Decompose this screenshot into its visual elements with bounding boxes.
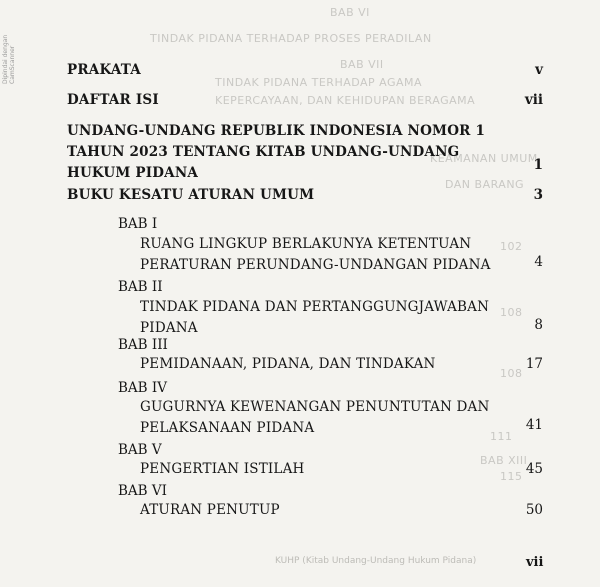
toc-entry-title: BUKU KESATU ATURAN UMUM: [67, 187, 315, 203]
bleed-through-text: 111: [490, 430, 513, 443]
bleed-through-text: BAB XIII: [480, 454, 528, 467]
bleed-through-text: KEAMANAN UMUM: [430, 152, 538, 165]
toc-entry-bab-1[interactable]: [140, 234, 491, 276]
bleed-through-text: 108: [500, 367, 523, 380]
toc-entry-daftar-isi[interactable]: [67, 90, 159, 111]
bleed-through-text: BAB VI: [330, 6, 370, 19]
toc-chapter-label: BAB I: [118, 216, 158, 232]
toc-entry-title-line: UNDANG-UNDANG REPUBLIK INDONESIA NOMOR 1: [67, 123, 486, 139]
toc-chapter-label: BAB V: [118, 442, 162, 458]
toc-page-number: 4: [534, 254, 543, 270]
toc-page-number: vii: [524, 92, 543, 108]
footer-page-number: vii: [526, 555, 544, 570]
toc-entry-title-line: HUKUM PIDANA: [67, 165, 199, 181]
bleed-through-text: BAB VII: [340, 58, 384, 71]
toc-entry-title-line: PIDANA: [140, 320, 198, 336]
toc-page-number: 8: [534, 317, 543, 333]
bleed-through-text: 115: [500, 470, 523, 483]
toc-page-number: 41: [525, 417, 543, 433]
toc-chapter-label: BAB III: [118, 337, 168, 353]
bleed-through-text: TINDAK PIDANA TERHADAP PROSES PERADILAN: [150, 32, 432, 45]
toc-page-number: 45: [525, 461, 543, 477]
toc-entry-title-line: TAHUN 2023 TENTANG KITAB UNDANG-UNDANG: [67, 144, 460, 160]
toc-page-number: 1: [533, 157, 543, 173]
toc-entry-title: DAFTAR ISI: [67, 92, 159, 108]
bleed-through-text: TINDAK PIDANA TERHADAP AGAMA: [215, 76, 423, 89]
bleed-through-text: DAN BARANG: [445, 178, 525, 191]
toc-entry-prakata[interactable]: [67, 60, 141, 81]
bleed-through-text: 102: [500, 240, 523, 253]
scanner-watermark: Dipindai dengan CamScanner: [2, 34, 16, 84]
running-title: KUHP (Kitab Undang-Undang Hukum Pidana): [275, 556, 477, 566]
toc-page-number: v: [535, 62, 543, 78]
toc-page-number: 3: [533, 187, 543, 203]
toc-entry-bab-5[interactable]: [140, 459, 305, 480]
toc-entry-title-line: PEMIDANAAN, PIDANA, DAN TINDAKAN: [140, 356, 436, 372]
toc-entry-title-line: PENGERTIAN ISTILAH: [140, 461, 305, 477]
toc-entry-title: PRAKATA: [67, 62, 141, 78]
toc-entry-bab-4[interactable]: [140, 397, 490, 439]
toc-entry-title-line: PELAKSANAAN PIDANA: [140, 420, 315, 436]
toc-entry-undang-undang[interactable]: [67, 121, 485, 184]
toc-entry-title-line: TINDAK PIDANA DAN PERTANGGUNGJAWABAN: [140, 299, 490, 315]
toc-chapter-label: BAB IV: [118, 380, 167, 396]
toc-entry-title-line: RUANG LINGKUP BERLAKUNYA KETENTUAN: [140, 236, 472, 252]
toc-entry-buku-kesatu[interactable]: [67, 185, 314, 206]
toc-page-number: 17: [525, 356, 543, 372]
bleed-through-text: 108: [500, 306, 523, 319]
toc-entry-title-line: PERATURAN PERUNDANG-UNDANGAN PIDANA: [140, 257, 491, 273]
toc-page-number: 50: [525, 502, 543, 518]
toc-entry-bab-6[interactable]: [140, 500, 280, 521]
toc-entry-title-line: ATURAN PENUTUP: [140, 502, 280, 518]
toc-chapter-label: BAB II: [118, 279, 163, 295]
toc-chapter-label: BAB VI: [118, 483, 167, 499]
bleed-through-text: KEPERCAYAAN, DAN KEHIDUPAN BERAGAMA: [215, 94, 476, 107]
toc-entry-title-line: GUGURNYA KEWENANGAN PENUNTUTAN DAN: [140, 399, 490, 415]
toc-entry-bab-2[interactable]: [140, 297, 489, 339]
toc-entry-bab-3[interactable]: [140, 354, 436, 375]
